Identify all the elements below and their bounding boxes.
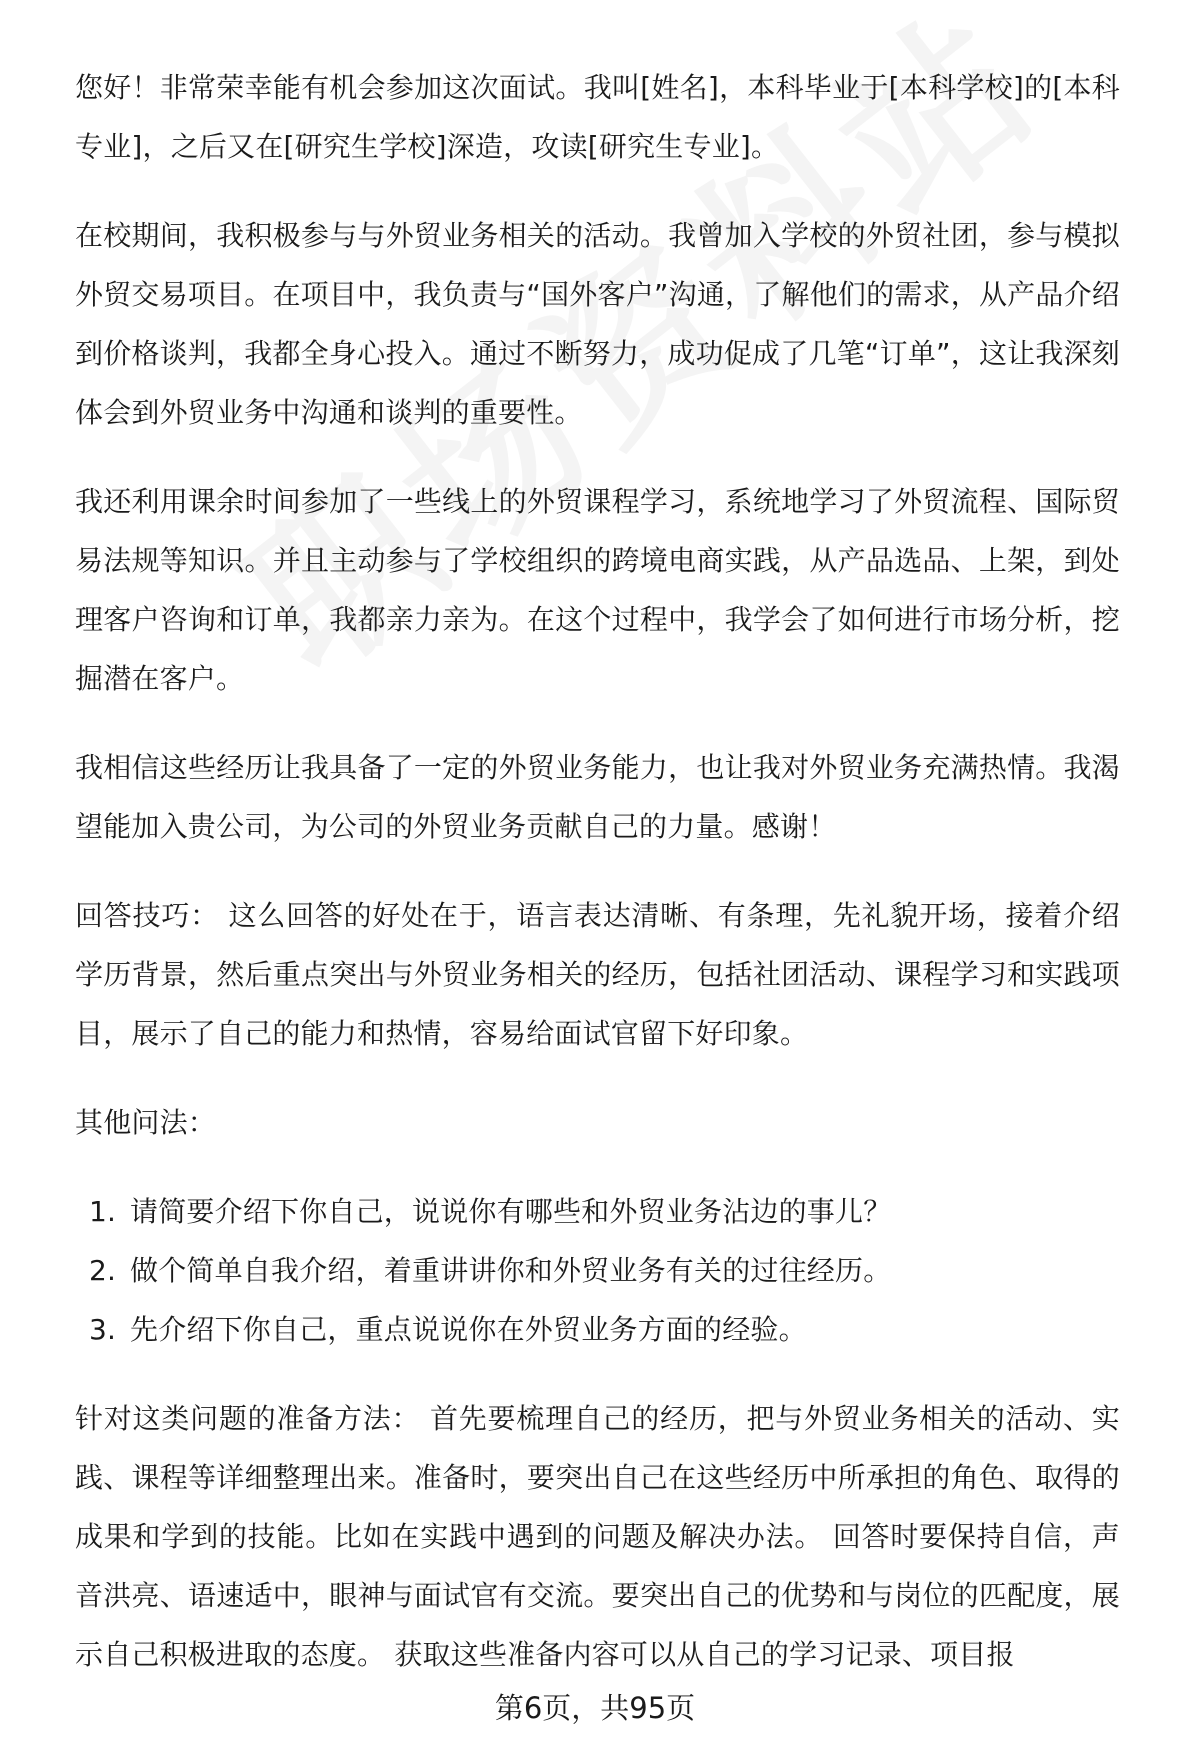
paragraph-preparation: 针对这类问题的准备方法： 首先要梳理自己的经历，把与外贸业务相关的活动、实践、课程等详细整理出来。准备时，要突出自己在这些经历中所承担的角色、取得的成果和学到的技能。比如在实践中遇到的问题及解决办法。 回答时要保持自信，声音洪亮、语速适中，眼神与面试官有交流。要突出自己的优势和与岗位的匹配度，展示自己积极进取的态度。 获取这些准备内容可以从自己的学习记录、项目报 bbox=[75, 1402, 1120, 1671]
other-questions-list bbox=[75, 1182, 1120, 1359]
list-item bbox=[75, 1182, 1120, 1241]
paragraph-greeting: 您好！非常荣幸能有机会参加这次面试。我叫[姓名]，本科毕业于[本科学校]的[本科专业]，之后又在[研究生学校]深造，攻读[研究生专业]。 bbox=[75, 71, 1120, 163]
list-item-number: 3. bbox=[89, 1313, 117, 1346]
list-item bbox=[75, 1241, 1120, 1300]
paragraph-other-questions-heading: 其他问法： bbox=[75, 1106, 217, 1139]
list-item-number: 1. bbox=[89, 1195, 117, 1228]
paragraph-school-activities: 在校期间，我积极参与与外贸业务相关的活动。我曾加入学校的外贸社团，参与模拟外贸交易项目。在项目中，我负责与“国外客户”沟通，了解他们的需求，从产品介绍到价格谈判，我都全身心投入。通过不断努力，成功促成了几笔“订单”，这让我深刻体会到外贸业务中沟通和谈判的重要性。 bbox=[75, 219, 1120, 429]
list-item-text: 先介绍下你自己，重点说说你在外贸业务方面的经验。 bbox=[130, 1313, 807, 1346]
paragraph-answer-tips: 回答技巧： 这么回答的好处在于，语言表达清晰、有条理，先礼貌开场，接着介绍学历背景，然后重点突出与外贸业务相关的经历，包括社团活动、课程学习和实践项目，展示了自己的能力和热情，容易给面试官留下好印象。 bbox=[75, 899, 1120, 1050]
document-body bbox=[75, 58, 1120, 1714]
page-number-footer: 第6页，共95页 bbox=[494, 1691, 696, 1725]
list-item-text: 做个简单自我介绍，着重讲讲你和外贸业务有关的过往经历。 bbox=[130, 1254, 892, 1287]
paragraph-closing: 我相信这些经历让我具备了一定的外贸业务能力，也让我对外贸业务充满热情。我渴望能加入贵公司，为公司的外贸业务贡献自己的力量。感谢！ bbox=[75, 751, 1120, 843]
list-item-text: 请简要介绍下你自己，说说你有哪些和外贸业务沾边的事儿？ bbox=[130, 1195, 892, 1228]
list-item bbox=[75, 1300, 1120, 1359]
list-item-number: 2. bbox=[89, 1254, 117, 1287]
paragraph-online-courses: 我还利用课余时间参加了一些线上的外贸课程学习，系统地学习了外贸流程、国际贸易法规等知识。并且主动参与了学校组织的跨境电商实践，从产品选品、上架，到处理客户咨询和订单，我都亲力亲为。在这个过程中，我学会了如何进行市场分析，挖掘潜在客户。 bbox=[75, 485, 1120, 695]
